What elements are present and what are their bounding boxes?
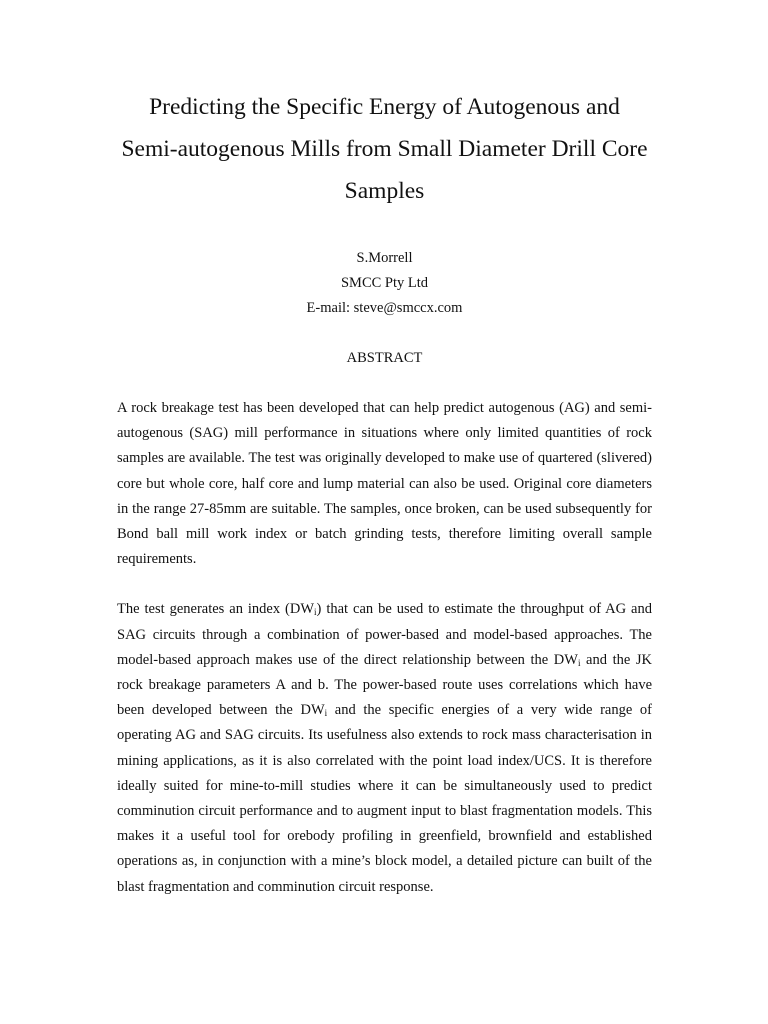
paragraph-2-segment-1: The test generates an index (DW	[117, 601, 315, 618]
paragraph-2-segment-4: and the specific energies of a very wide range of operating AG and SAG circuits. Its usefulness also extends to rock mass characterisation in mining applications, as it is also correlated with the point load index/UCS. It is therefore ideally suited for mine-to-mill studies where it can be simultaneously used to predict comminution circuit performance and to augment input to blast fragmentation models. This makes it a useful tool for orebody profiling in greenfield, brownfield and established operations as, in conjunction with a mine’s block model, a detailed picture can built of the blast fragmentation and comminution circuit response.	[117, 702, 652, 895]
dwi-subscript: i	[324, 708, 328, 719]
paper-title: Predicting the Specific Energy of Autogenous and Semi-autogenous Mills from Small Diameter Drill Core Samples	[121, 94, 648, 204]
author-affiliation: SMCC Pty Ltd	[340, 275, 429, 291]
author-email: E-mail: steve@smccx.com	[306, 300, 463, 316]
paragraph-2-segment-3: and the JK rock breakage parameters A and b. The power-based route uses correlations which have been developed between the DW	[117, 651, 653, 719]
abstract-heading: ABSTRACT	[346, 350, 423, 366]
abstract-paragraph-1: A rock breakage test has been developed that can help predict autogenous (AG) and semi-autogenous (SAG) mill performance in situations where only limited quantities of rock samples are available. The test was originally developed to make use of quartered (slivered) core but whole core, half core and lump material can also be used. Original core diameters in the range 27-85mm are suitable. The samples, once broken, can be used subsequently for Bond ball mill work index or batch grinding tests, therefore limiting overall sample requirements.	[117, 400, 652, 568]
dwi-subscript: i	[314, 607, 317, 618]
author-name: S.Morrell	[356, 250, 413, 266]
dwi-subscript: i	[577, 657, 581, 668]
paragraph-2-segment-2: ) that can be used to estimate the throughput of AG and SAG circuits through a combination of power-based and model-based approaches. The model-based approach makes use of the direct relationship between the DW	[117, 601, 652, 668]
abstract-paragraph-2	[117, 597, 652, 899]
author-block	[117, 246, 652, 321]
